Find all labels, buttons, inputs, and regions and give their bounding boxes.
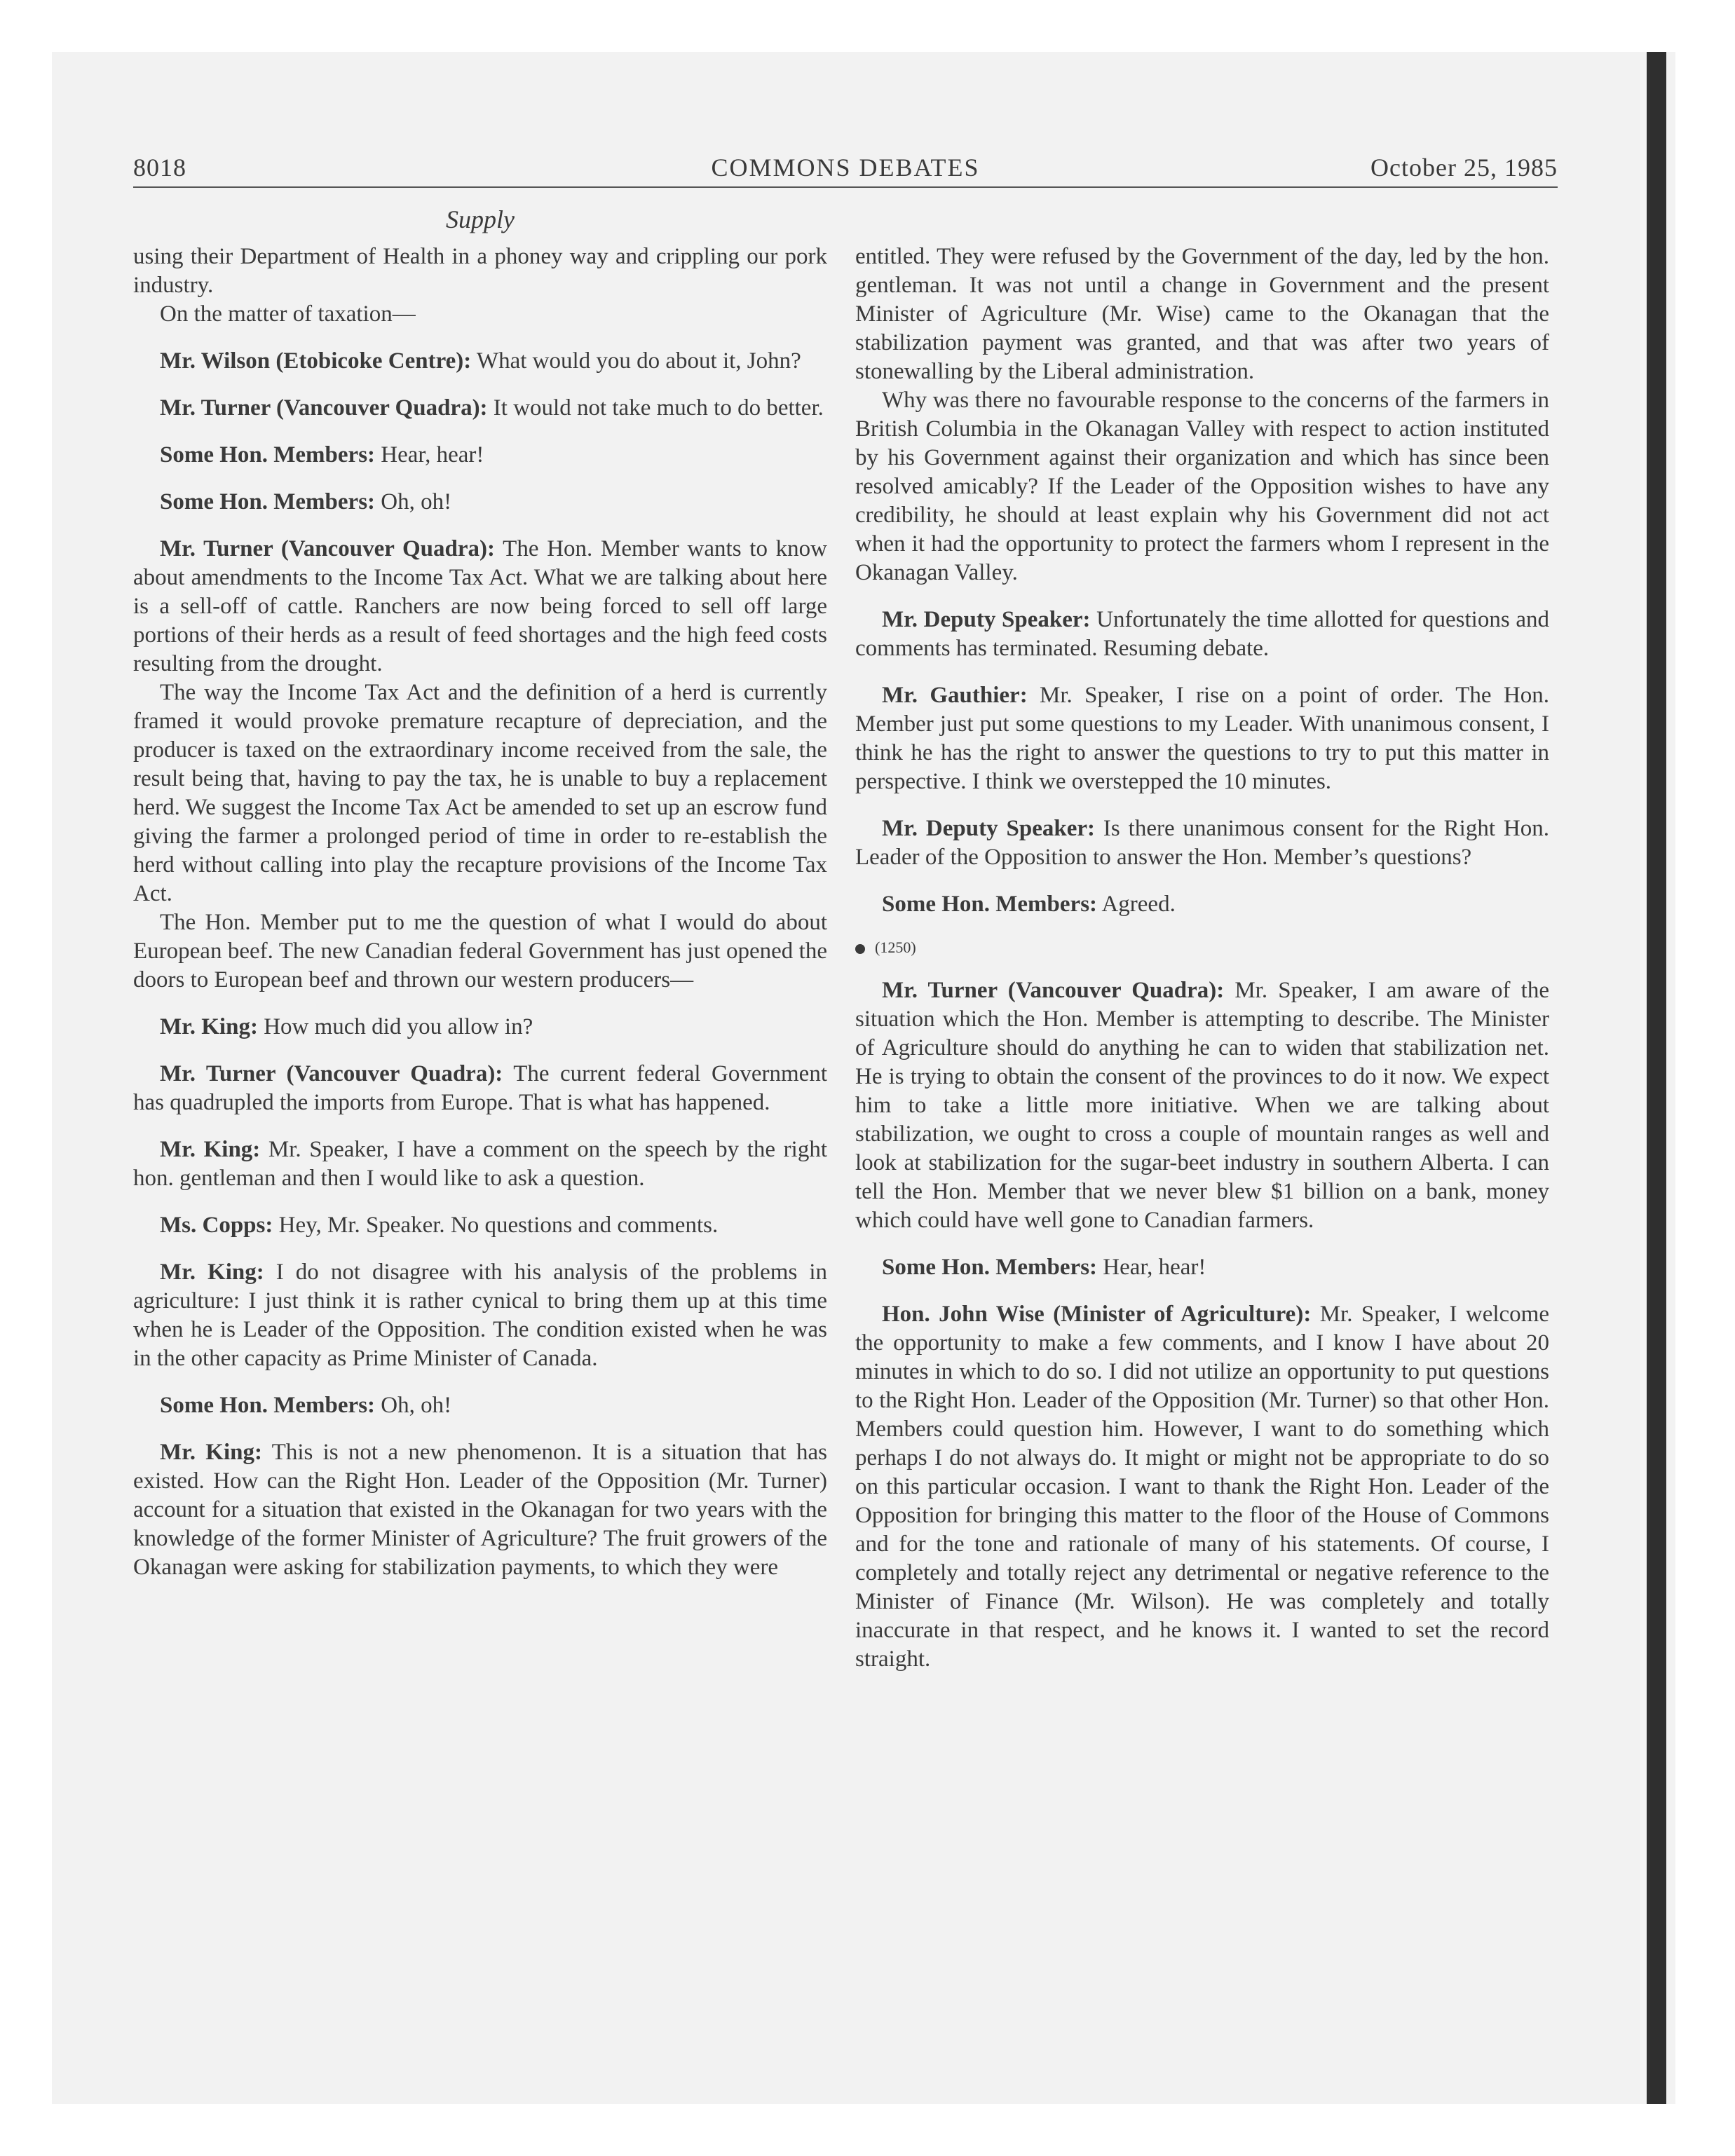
paragraph-text: It would not take much to do better. (487, 395, 824, 421)
speaker-name: Mr. Wilson (Etobicoke Centre): (160, 348, 472, 374)
speech-paragraph (133, 1258, 827, 1373)
speech-paragraph (133, 394, 827, 423)
speech-paragraph (855, 1253, 1549, 1282)
paragraph-text: Oh, oh! (375, 489, 452, 514)
speech-paragraph (133, 1391, 827, 1420)
paragraph-text: The Hon. Member put to me the question of what I would do about European beef. The new Canadian federal Government has just opened the doors to European beef and thrown our western producers— (133, 910, 827, 992)
speaker-name: Some Hon. Members: (160, 1393, 376, 1418)
paragraph-text: Is there unanimous consent for the Right Hon. Leader of the Opposition to answer the Hon. Member’s questions? (855, 816, 1549, 870)
speaker-name: Mr. King: (160, 1440, 262, 1465)
speech-paragraph (855, 890, 1549, 919)
paragraph-text: The Hon. Member wants to know about amendments to the Income Tax Act. What we are talking about here is a sell-off of cattle. Ranchers are now being forced to sell off large portions of their herds as a result of feed shortages and the high feed costs resulting from the drought. (133, 536, 828, 676)
speech-paragraph (133, 488, 827, 517)
paragraph-text: Agreed. (1097, 892, 1176, 917)
speaker-name: Mr. King: (160, 1014, 258, 1039)
publication-date: October 25, 1985 (1370, 153, 1558, 182)
speech-paragraph (133, 1135, 827, 1193)
page-number: 8018 (133, 153, 186, 182)
speech-paragraph (133, 1060, 827, 1117)
paragraph-text: Mr. Speaker, I have a comment on the speech by the right hon. gentleman and then I would like to ask a question. (133, 1137, 827, 1191)
paragraph-text: Hey, Mr. Speaker. No questions and comments. (273, 1213, 719, 1238)
speech-paragraph (133, 1211, 827, 1240)
right-column (855, 243, 1549, 1674)
publication-title: COMMONS DEBATES (711, 153, 980, 182)
time-marker (855, 937, 1549, 958)
page-header (133, 153, 1558, 186)
paragraph-text: The current federal Government has quadrupled the imports from Europe. That is what has happened. (133, 1061, 827, 1115)
paragraph-text: Hear, hear! (375, 442, 484, 468)
speaker-name: Mr. King: (160, 1260, 264, 1285)
speech-paragraph (133, 347, 827, 376)
body-paragraph (133, 678, 827, 908)
speaker-name: Some Hon. Members: (882, 1255, 1098, 1280)
speech-paragraph (855, 976, 1549, 1235)
body-paragraph (133, 243, 827, 300)
body-paragraph (855, 243, 1549, 386)
speech-paragraph (855, 814, 1549, 872)
left-column (133, 243, 827, 1582)
paragraph-text: I do not disagree with his analysis of the problems in agriculture: I just think it is rather cynical to bring them up at this time when he is Leader of the Opposition. The condition existed when he was in the other capacity as Prime Minister of Canada. (133, 1260, 827, 1371)
speaker-name: Some Hon. Members: (160, 442, 376, 468)
speaker-name: Mr. Gauthier: (882, 683, 1028, 708)
paragraph-text: On the matter of taxation— (160, 301, 416, 327)
speaker-name: Mr. Deputy Speaker: (882, 607, 1091, 632)
paragraph-text: using their Department of Health in a phoney way and crippling our pork industry. (133, 244, 827, 298)
speaker-name: Hon. John Wise (Minister of Agriculture): (882, 1302, 1312, 1327)
paragraph-text: This is not a new phenomenon. It is a situation that has existed. How can the Right Hon. Leader of the Opposition (Mr. Turner) account for a situation that existed in the Okanagan for two years with the knowledge of the former Minister of Agriculture? The fruit growers of the Okanagan were asking for stabilization payments, to which they were (133, 1440, 827, 1580)
paragraph-text: Hear, hear! (1097, 1255, 1206, 1280)
speaker-name: Some Hon. Members: (160, 489, 376, 514)
paragraph-text: Why was there no favourable response to the concerns of the farmers in British Columbia in the Okanagan Valley with respect to action instituted by his Government against their organization and which has since been resolved amicably? If the Leader of the Opposition wishes to have any credibility, he should at least explain why his Government did not act when it had the opportunity to protect the farmers whom I represent in the Okanagan Valley. (855, 388, 1549, 585)
speaker-name: Mr. Turner (Vancouver Quadra): (160, 395, 488, 421)
header-rule (133, 186, 1558, 188)
speech-paragraph (133, 1438, 827, 1582)
body-paragraph (133, 908, 827, 995)
body-paragraph (133, 300, 827, 329)
speech-paragraph (133, 441, 827, 470)
paragraph-text: Unfortunately the time allotted for questions and comments has terminated. Resuming debate. (855, 607, 1549, 661)
speech-paragraph (855, 1300, 1549, 1674)
speaker-name: Mr. King: (160, 1137, 261, 1162)
paragraph-text: How much did you allow in? (257, 1014, 533, 1039)
paragraph-text: Mr. Speaker, I rise on a point of order. The Hon. Member just put some questions to my Leader. With unanimous consent, I think he has the right to answer the questions to try to put this matter in perspective. I think we overstepped the 10 minutes. (855, 683, 1549, 794)
speaker-name: Mr. Turner (Vancouver Quadra): (160, 536, 496, 561)
paragraph-text: entitled. They were refused by the Government of the day, led by the hon. gentleman. It was not until a change in Government and the present Minister of Agriculture (Mr. Wise) came to the Okanagan that the stabilization payment was granted, and that was after two years of stonewalling by the Liberal administration. (855, 244, 1549, 384)
scan-edge-bar (1647, 52, 1666, 2104)
body-paragraph (855, 386, 1549, 587)
time-marker-text: (1250) (875, 939, 916, 956)
paragraph-text: The way the Income Tax Act and the definition of a herd is currently framed it would provoke premature recapture of depreciation, and the producer is taxed on the extraordinary income received from the sale, the result being that, having to pay the tax, he is unable to buy a replacement herd. We suggest the Income Tax Act be amended to set up an escrow fund giving the farmer a prolonged period of time in order to re-establish the herd without calling into play the recapture provisions of the Income Tax Act. (133, 680, 827, 906)
speaker-name: Mr. Turner (Vancouver Quadra): (160, 1061, 503, 1086)
speaker-name: Some Hon. Members: (882, 892, 1098, 917)
speech-paragraph (133, 1013, 827, 1042)
speaker-name: Mr. Turner (Vancouver Quadra): (882, 978, 1225, 1003)
paragraph-text: Mr. Speaker, I am aware of the situation which the Hon. Member is attempting to describe. The Minister of Agriculture should do anything he can to widen that stabilization net. He is trying to obtain the consent of the provinces to do it now. We expect him to take a little more initiative. When we are talking about stabilization, we ought to cross a couple of mountain ranges as well and look at stabilization for the sugar-beet industry in southern Alberta. I can tell the Hon. Member that we never blew $1 billion on a bank, money which could have well gone to Canadian farmers. (855, 978, 1549, 1233)
speaker-name: Ms. Copps: (160, 1213, 273, 1238)
speech-paragraph (855, 681, 1549, 796)
speaker-name: Mr. Deputy Speaker: (882, 816, 1096, 841)
paragraph-text: Oh, oh! (375, 1393, 452, 1418)
speech-paragraph (133, 535, 827, 678)
paragraph-text: What would you do about it, John? (471, 348, 801, 374)
speech-paragraph (855, 606, 1549, 663)
section-heading: Supply (446, 205, 515, 233)
bullet-dot-icon (855, 944, 865, 954)
paragraph-text: Mr. Speaker, I welcome the opportunity to make a few comments, and I know I have about 20 minutes in which to do so. I did not utilize an opportunity to put questions to the Right Hon. Leader of the Opposition (Mr. Turner) so that other Hon. Members could question him. However, I want to do something which perhaps I do not always do. It might or might not be appropriate to do so on this particular occasion. I want to thank the Right Hon. Leader of the Opposition for bringing this matter to the floor of the House of Commons and for the tone and rationale of many of his statements. Of course, I completely and totally reject any detrimental or negative reference to the Minister of Finance (Mr. Wilson). He was completely and totally inaccurate in that respect, and he knows it. I wanted to set the record straight. (855, 1302, 1549, 1672)
